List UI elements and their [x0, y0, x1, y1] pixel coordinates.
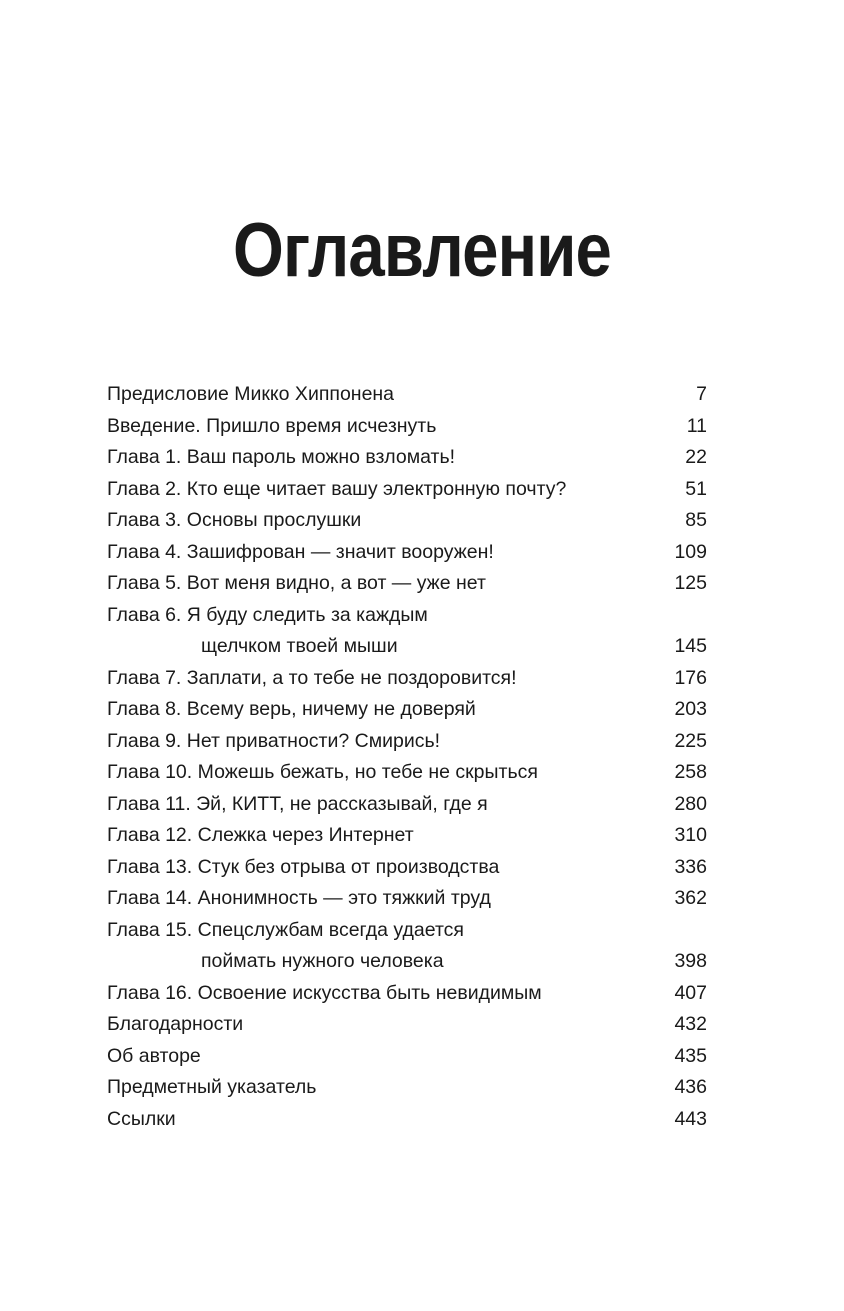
toc-entry-title: Глава 4. Зашифрован — значит вооружен! — [107, 540, 494, 563]
toc-entry-page: 310 — [674, 824, 707, 846]
table-of-contents — [107, 379, 707, 1135]
toc-entry-title-continued: щелчком твоей мыши — [201, 635, 398, 657]
toc-entry-title: Предметный указатель — [107, 1076, 317, 1098]
toc-entry-title: Глава 2. Кто еще читает вашу электронную почту? — [107, 477, 567, 500]
toc-entry-page: 125 — [674, 572, 707, 594]
toc-entry-title: Глава 6. Я буду следить за каждым — [107, 603, 428, 626]
toc-entry-page: 22 — [685, 446, 707, 468]
toc-entry-title: Глава 12. Слежка через Интернет — [107, 824, 414, 846]
toc-entry-page: 176 — [674, 666, 707, 689]
toc-entry-page: 7 — [696, 383, 707, 405]
toc-entry — [107, 820, 707, 852]
toc-entry-title: Благодарности — [107, 1013, 244, 1035]
toc-entry — [107, 411, 707, 443]
toc-entry-title: Глава 11. Эй, КИТТ, не рассказывай, где я — [107, 792, 488, 815]
toc-entry-title: Глава 5. Вот меня видно, а вот — уже нет — [107, 572, 486, 594]
toc-entry-page: 225 — [674, 729, 707, 752]
toc-entry — [107, 1104, 707, 1136]
toc-entry — [107, 442, 707, 474]
toc-entry-page: 336 — [674, 855, 707, 878]
toc-entry-title: Глава 8. Всему верь, ничему не доверяй — [107, 698, 476, 720]
toc-entry-title: Ссылки — [107, 1107, 176, 1130]
toc-entry — [107, 537, 707, 569]
toc-entry-title: Глава 1. Ваш пароль можно взломать! — [107, 446, 456, 468]
toc-entry — [107, 663, 707, 695]
toc-entry-title: Глава 15. Спецслужбам всегда удается — [107, 918, 464, 941]
toc-entry-page: 362 — [674, 887, 707, 909]
toc-entry-page: 436 — [674, 1076, 707, 1098]
toc-entry — [107, 1041, 707, 1073]
toc-entry-title: Об авторе — [107, 1044, 201, 1067]
toc-entry-page: 280 — [674, 792, 707, 815]
toc-entry-title: Предисловие Микко Хиппонена — [107, 383, 395, 405]
toc-entry-continuation — [107, 946, 707, 978]
toc-entry — [107, 915, 707, 947]
toc-entry — [107, 1072, 707, 1104]
toc-entry-page: 435 — [674, 1044, 707, 1067]
toc-entry-title: Глава 13. Стук без отрыва от производства — [107, 855, 500, 878]
toc-entry — [107, 379, 707, 411]
page-title: Оглавление — [232, 207, 612, 293]
toc-entry-page: 443 — [674, 1107, 707, 1130]
toc-entry — [107, 852, 707, 884]
toc-entry-title: Глава 9. Нет приватности? Смирись! — [107, 729, 441, 752]
toc-entry — [107, 757, 707, 789]
toc-entry-page: 51 — [685, 477, 707, 500]
toc-entry-title: Глава 7. Заплати, а то тебе не поздоровится! — [107, 666, 517, 689]
toc-entry — [107, 1009, 707, 1041]
toc-entry-page: 203 — [674, 698, 707, 720]
toc-entry — [107, 694, 707, 726]
toc-entry-title: Глава 3. Основы прослушки — [107, 509, 362, 531]
toc-entry — [107, 505, 707, 537]
toc-entry-title: Глава 10. Можешь бежать, но тебе не скрыться — [107, 761, 538, 783]
toc-entry-page: 432 — [674, 1013, 707, 1035]
toc-entry-page: 109 — [674, 540, 707, 563]
toc-entry — [107, 726, 707, 758]
toc-entry — [107, 568, 707, 600]
toc-entry-title: Глава 16. Освоение искусства быть невидимым — [107, 981, 542, 1004]
toc-entry-page: 85 — [685, 509, 707, 531]
toc-entry — [107, 600, 707, 632]
toc-entry-page: 258 — [674, 761, 707, 783]
toc-entry-page: 11 — [686, 414, 707, 437]
toc-entry — [107, 474, 707, 506]
toc-entry-continuation — [107, 631, 707, 663]
toc-entry-title-continued: поймать нужного человека — [201, 950, 444, 972]
toc-entry-page: 398 — [674, 950, 707, 972]
toc-entry — [107, 978, 707, 1010]
toc-entry-page: 407 — [674, 981, 707, 1004]
toc-entry-title: Введение. Пришло время исчезнуть — [107, 414, 437, 437]
toc-entry — [107, 883, 707, 915]
toc-entry-title: Глава 14. Анонимность — это тяжкий труд — [107, 887, 491, 909]
toc-entry-page: 145 — [674, 635, 707, 657]
toc-entry — [107, 789, 707, 821]
